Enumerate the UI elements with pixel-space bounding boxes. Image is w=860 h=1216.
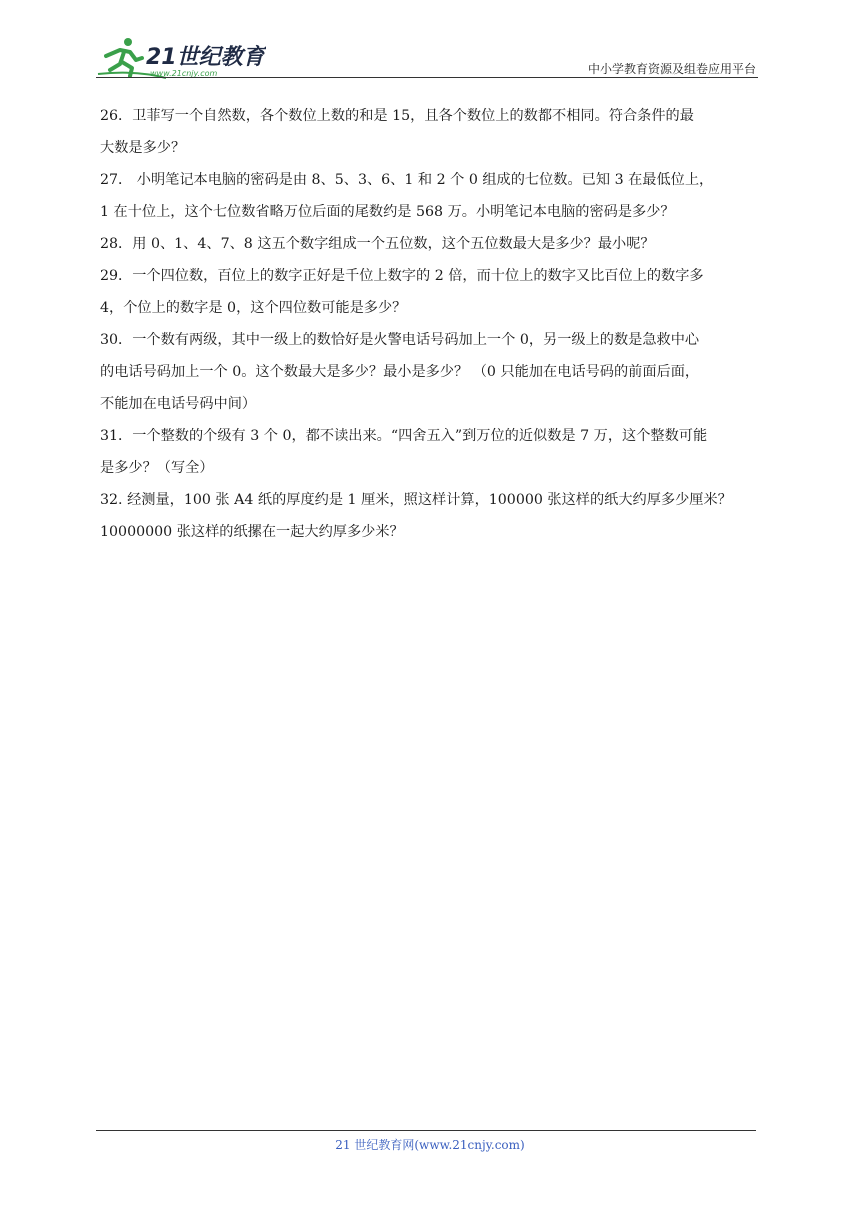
platform-name: 中小学教育资源及组卷应用平台 [587, 62, 756, 76]
question-line: 31．一个整数的个级有 3 个 0，都不读出来。“四舍五入”到万位的近似数是 7 万，这个整数可能 [100, 428, 708, 444]
question-item [100, 228, 762, 260]
question-item [100, 324, 762, 420]
question-line: 32. 经测量，100 张 A4 纸的厚度约是 1 厘米，照这样计算，100000 张这样的纸大约厚多少厘米？ [100, 492, 732, 508]
question-line: 4，个位上的数字是 0，这个四位数可能是多少？ [100, 300, 407, 316]
question-line: 27． 小明笔记本电脑的密码是由 8、5、3、6、1 和 2 个 0 组成的七位数。已知 3 在最低位上， [100, 172, 714, 188]
logo-text: 21世纪教育 [146, 45, 265, 70]
page-footer[interactable]: 21 世纪教育网(www.21cnjy.com) [335, 1138, 525, 1152]
question-line: 大数是多少？ [100, 140, 186, 156]
question-line: 26．卫菲写一个自然数，各个数位上数的和是 15，且各个数位上的数都不相同。符合条件的最 [100, 108, 694, 124]
question-item [100, 100, 762, 164]
logo-graphic [96, 36, 266, 80]
question-line: 29．一个四位数，百位上的数字正好是千位上数字的 2 倍，而十位上的数字又比百位上的数字多 [100, 268, 704, 284]
page-header [96, 30, 758, 80]
site-logo[interactable] [96, 36, 266, 76]
question-item [100, 484, 762, 548]
question-item [100, 164, 762, 228]
question-item [100, 420, 762, 484]
question-line: 10000000 张这样的纸摞在一起大约厚多少米？ [100, 524, 404, 540]
question-line: 是多少？（写全） [100, 460, 214, 476]
question-line: 28．用 0、1、4、7、8 这五个数字组成一个五位数，这个五位数最大是多少？最小呢？ [100, 236, 655, 252]
header-divider [96, 77, 758, 78]
question-line: 的电话号码加上一个 0。这个数最大是多少？最小是多少？ （0 只能加在电话号码的前面后面， [100, 364, 700, 380]
question-line: 1 在十位上，这个七位数省略万位后面的尾数约是 568 万。小明笔记本电脑的密码是多少？ [100, 204, 675, 220]
question-item [100, 260, 762, 324]
question-line: 不能加在电话号码中间） [100, 396, 257, 412]
question-line: 30．一个数有两级，其中一级上的数恰好是火警电话号码加上一个 0，另一级上的数是急救中心 [100, 332, 700, 348]
footer-divider [96, 1130, 756, 1131]
question-list [100, 100, 762, 548]
logo-url: www.21cnjy.com [150, 69, 218, 78]
